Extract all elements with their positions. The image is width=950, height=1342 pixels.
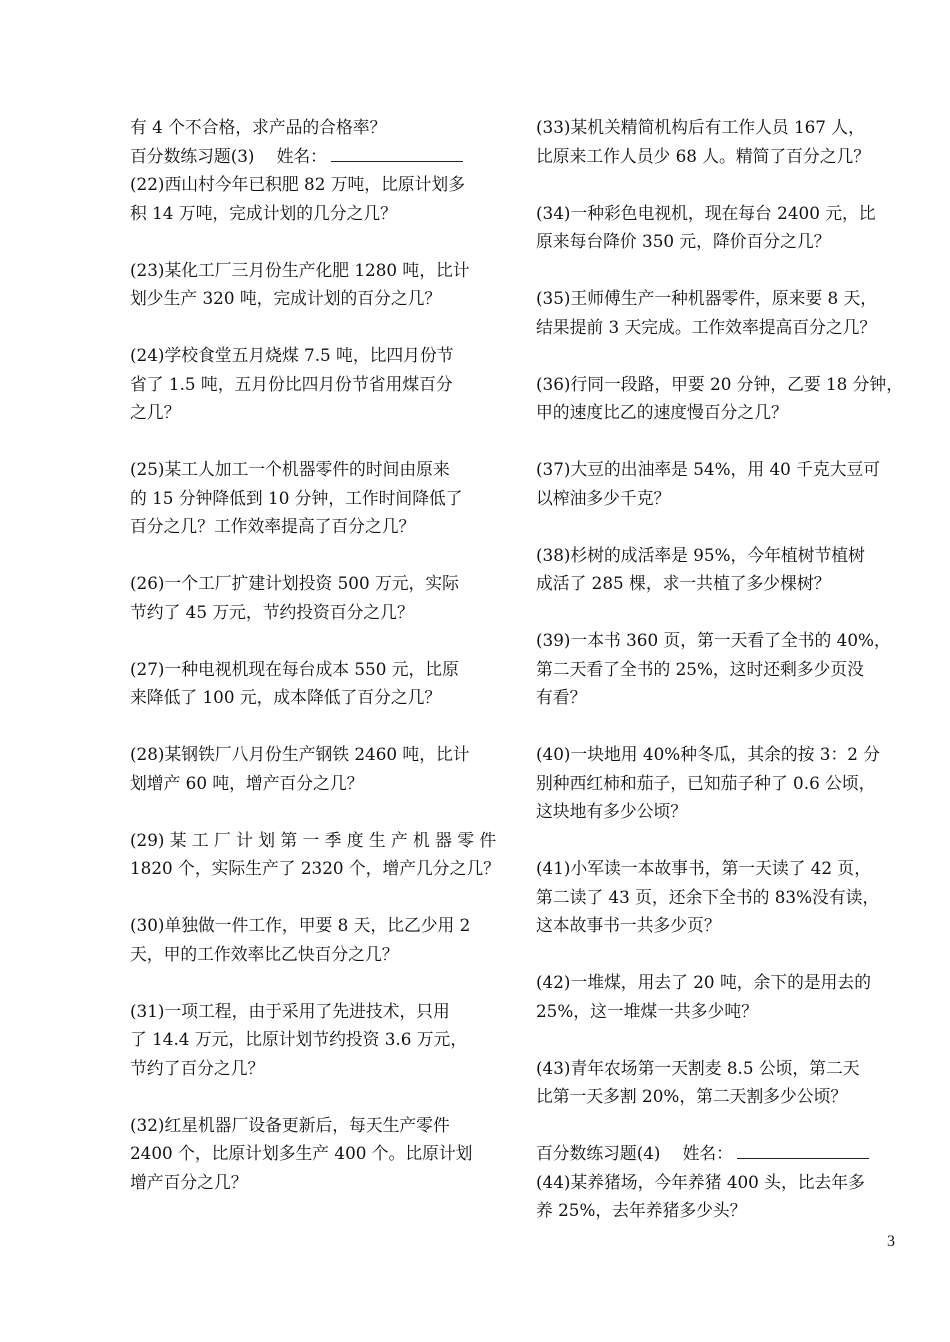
line-text: (22)西山村今年已积肥 82 万吨，比原计划多: [130, 174, 465, 194]
line-text: 增产百分之几？: [130, 1171, 248, 1192]
line-text: 比原来工作人员少 68 人。精简了百分之几？: [536, 145, 871, 166]
line-text: (24)学校食堂五月烧煤 7.5 吨，比四月份节: [130, 345, 454, 365]
line-text: 百分数练习题(3) 姓名：: [130, 145, 327, 166]
problem-text-line: [130, 113, 502, 142]
blank-line: [130, 313, 502, 342]
line-text: (37)大豆的出油率是 54%，用 40 千克大豆可: [536, 459, 881, 479]
left-column: [130, 113, 502, 1196]
blank-line: [130, 1082, 502, 1111]
line-text: (27)一种电视机现在每台成本 550 元，比原: [130, 658, 459, 679]
problem-text-line: [536, 541, 908, 570]
line-text: 25%，这一堆煤一共多少吨？: [536, 1000, 758, 1021]
line-text: 以榨油多少千克？: [536, 487, 671, 508]
blank-line: [130, 427, 502, 456]
problem-text-line: [536, 1054, 908, 1083]
problem-text-line: [536, 883, 908, 912]
line-text: (39)一本书 360 页，第一天看了全书的 40%，: [536, 630, 891, 650]
problem-text-line: [536, 1168, 908, 1197]
problem-text-line: [536, 284, 908, 313]
blank-line: [536, 1111, 908, 1140]
problem-text-line: [536, 997, 908, 1026]
problem-text-line: [536, 1082, 908, 1111]
blank-line: [536, 598, 908, 627]
line-text: 划少生产 320 吨，完成计划的百分之几？: [130, 288, 442, 308]
blank-line: [536, 170, 908, 199]
problem-text-line: [130, 484, 502, 513]
blank-line: [536, 341, 908, 370]
line-text: (30)单独做一件工作，甲要 8 天，比乙少用 2: [130, 915, 471, 935]
line-text: (32)红星机器厂设备更新后，每天生产零件: [130, 1114, 450, 1135]
blank-line: [130, 227, 502, 256]
line-text: 来降低了 100 元，成本降低了百分之几？: [130, 687, 442, 707]
line-text: 节约了百分之几？: [130, 1057, 265, 1078]
problem-text-line: [536, 113, 908, 142]
page-number: 3: [887, 1233, 895, 1250]
blank-line: [130, 883, 502, 912]
problem-text-line: [130, 740, 502, 769]
problem-text-line: [536, 911, 908, 940]
line-text: (42)一堆煤，用去了 20 吨，余下的是用去的: [536, 972, 871, 992]
problem-text-line: [536, 484, 908, 513]
problem-text-line: [130, 398, 502, 427]
worksheet-heading: [130, 142, 502, 171]
line-text: 这块地有多少公顷？: [536, 801, 688, 821]
problem-text-line: [536, 1196, 908, 1225]
line-text: (34)一种彩色电视机，现在每台 2400 元，比: [536, 202, 876, 223]
problem-text-line: [130, 341, 502, 370]
right-column: [536, 113, 908, 1225]
problem-text-line: [130, 940, 502, 969]
line-text: (26)一个工厂扩建计划投资 500 万元，实际: [130, 573, 459, 593]
line-text: 节约了 45 万元，节约投资百分之几？: [130, 601, 414, 622]
line-text: 百分数练习题(4) 姓名：: [536, 1143, 733, 1163]
line-text: (44)某养猪场，今年养猪 400 头，比去年多: [536, 1171, 865, 1192]
line-text: (36)行同一段路，甲要 20 分钟，乙要 18 分钟，: [536, 373, 903, 394]
line-text: 了 14.4 万元，比原计划节约投资 3.6 万元，: [130, 1029, 468, 1049]
problem-text-line: [130, 655, 502, 684]
line-text: 甲的速度比乙的速度慢百分之几？: [536, 402, 788, 422]
problem-text-line: [536, 398, 908, 427]
problem-text-line: [536, 455, 908, 484]
problem-text-line: [536, 370, 908, 399]
line-text: 有 4 个不合格，求产品的合格率？: [130, 117, 387, 137]
name-blank[interactable]: [737, 1140, 869, 1159]
problem-text-line: [130, 997, 502, 1026]
line-text: (33)某机关精简机构后有工作人员 167 人，: [536, 117, 865, 137]
blank-line: [536, 427, 908, 456]
blank-line: [536, 1025, 908, 1054]
line-text: (31)一项工程，由于采用了先进技术，只用: [130, 1000, 450, 1021]
line-text: (25)某工人加工一个机器零件的时间由原来: [130, 459, 450, 479]
line-text: 养 25%，去年养猪多少头？: [536, 1200, 747, 1220]
line-text: 这本故事书一共多少页？: [536, 915, 721, 935]
problem-text-line: [130, 199, 502, 228]
line-text: 之几？: [130, 402, 181, 422]
line-text: (38)杉树的成活率是 95%，今年植树节植树: [536, 544, 865, 565]
problem-text-line: [130, 512, 502, 541]
blank-line: [130, 968, 502, 997]
problem-text-line: [536, 769, 908, 798]
line-text: 成活了 285 棵，求一共植了多少棵树？: [536, 573, 831, 593]
blank-line: [536, 512, 908, 541]
problem-text-line: [536, 199, 908, 228]
line-text: (43)青年农场第一天割麦 8.5 公顷，第二天: [536, 1057, 860, 1078]
line-text: 百分之几？工作效率提高了百分之几？: [130, 516, 416, 536]
line-text: 有看？: [536, 687, 587, 707]
problem-text-line: [536, 313, 908, 342]
problem-text-line: [536, 968, 908, 997]
line-text: 划增产 60 吨，增产百分之几？: [130, 772, 364, 793]
blank-line: [536, 940, 908, 969]
blank-line: [536, 826, 908, 855]
line-text: 原来每台降价 350 元，降价百分之几？: [536, 231, 831, 251]
problem-text-line: [536, 569, 908, 598]
line-text: (35)王师傅生产一种机器零件，原来要 8 天，: [536, 288, 878, 308]
problem-text-line: [130, 455, 502, 484]
line-text: (28)某钢铁厂八月份生产钢铁 2460 吨，比计: [130, 744, 470, 764]
problem-text-line: [130, 370, 502, 399]
problem-text-line: [130, 1168, 502, 1197]
line-text: 省了 1.5 吨，五月份比四月份节省用煤百分: [130, 373, 453, 394]
problem-text-line: [536, 683, 908, 712]
line-text: 第二读了 43 页，还余下全书的 83%没有读，: [536, 886, 880, 907]
line-text: 天，甲的工作效率比乙快百分之几？: [130, 943, 399, 964]
line-text: 1820 个，实际生产了 2320 个，增产几分之几？: [130, 858, 500, 878]
problem-text-line: [130, 569, 502, 598]
line-text: 比第一天多割 20%，第二天割多少公顷？: [536, 1086, 848, 1106]
problem-text-line: [130, 1139, 502, 1168]
problem-text-line: [130, 911, 502, 940]
line-text: 别种西红柿和茄子，已知茄子种了 0.6 公顷，: [536, 772, 876, 793]
problem-text-line: [130, 598, 502, 627]
problem-text-line: [536, 854, 908, 883]
problem-text-line: [130, 826, 502, 855]
problem-text-line: [130, 1054, 502, 1083]
problem-text-line: [130, 854, 502, 883]
problem-text-line: [536, 797, 908, 826]
name-blank[interactable]: [331, 143, 463, 162]
line-text: 第二天看了全书的 25%，这时还剩多少页没: [536, 658, 864, 679]
problem-text-line: [536, 142, 908, 171]
blank-line: [536, 712, 908, 741]
problem-text-line: [130, 683, 502, 712]
problem-text-line: [130, 256, 502, 285]
line-text: 积 14 万吨，完成计划的几分之几？: [130, 202, 397, 223]
problem-text-line: [536, 626, 908, 655]
blank-line: [130, 541, 502, 570]
line-text: 的 15 分钟降低到 10 分钟，工作时间降低了: [130, 487, 463, 508]
worksheet-heading: [536, 1139, 908, 1168]
problem-text-line: [536, 740, 908, 769]
problem-text-line: [130, 769, 502, 798]
problem-text-line: [536, 227, 908, 256]
line-text: (23)某化工厂三月份生产化肥 1280 吨，比计: [130, 259, 470, 280]
blank-line: [130, 626, 502, 655]
line-text: (40)一块地用 40%种冬瓜，其余的按 3：2 分: [536, 744, 881, 764]
problem-text-line: [130, 284, 502, 313]
line-text: (29) 某 工 厂 计 划 第 一 季 度 生 产 机 器 零 件: [130, 829, 497, 850]
line-text: 结果提前 3 天完成。工作效率提高百分之几？: [536, 316, 877, 337]
line-text: 2400 个，比原计划多生产 400 个。比原计划: [130, 1143, 473, 1163]
problem-text-line: [130, 1025, 502, 1054]
blank-line: [130, 712, 502, 741]
problem-text-line: [536, 655, 908, 684]
problem-text-line: [130, 170, 502, 199]
blank-line: [130, 797, 502, 826]
problem-text-line: [130, 1111, 502, 1140]
line-text: (41)小军读一本故事书，第一天读了 42 页，: [536, 858, 871, 878]
blank-line: [536, 256, 908, 285]
